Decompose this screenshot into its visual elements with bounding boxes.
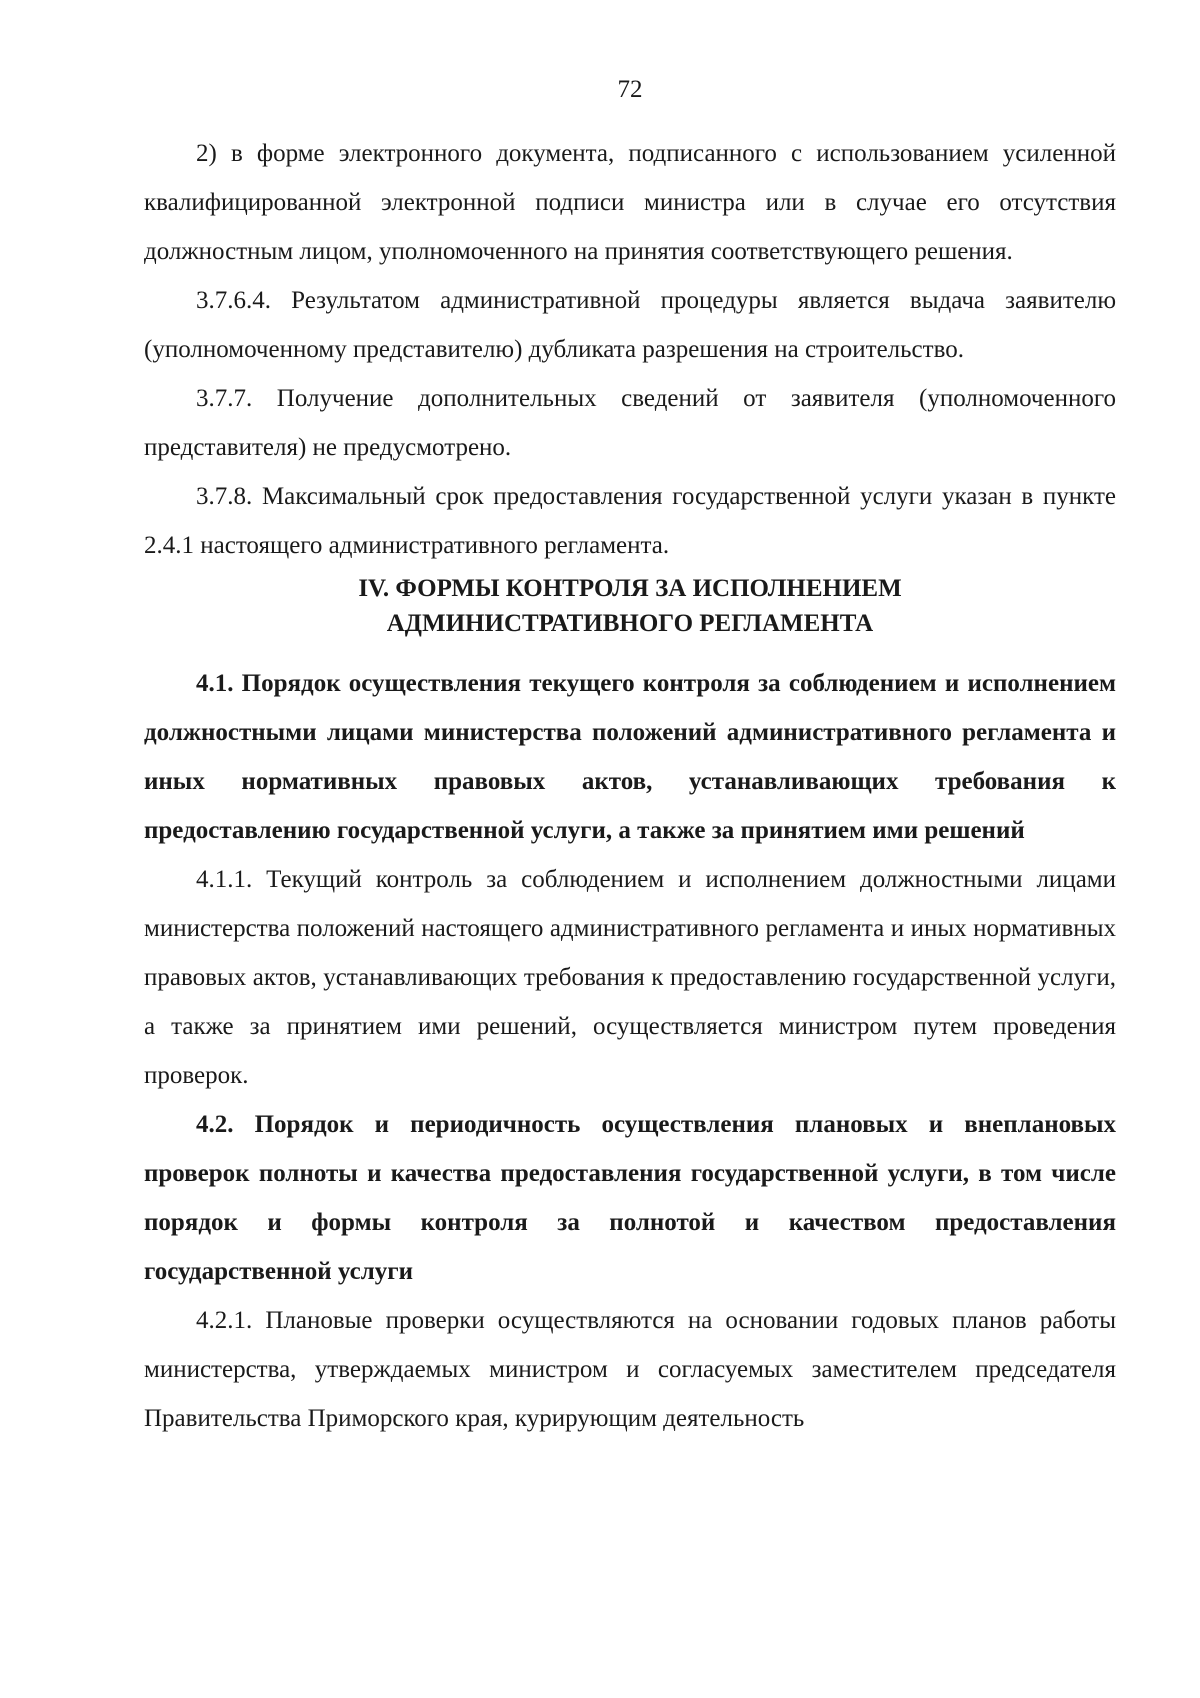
page-number: 72 [617,76,643,103]
section-heading-line-1: IV. ФОРМЫ КОНТРОЛЯ ЗА ИСПОЛНЕНИЕМ [358,575,902,602]
paragraph-4-2-1: 4.2.1. Плановые проверки осуществляются на основании годовых планов работы министерства, утверждаемых министром и согласуемых заместителем председателя Правительства Приморского края, курирующим деятельность [144,1307,1116,1432]
paragraph-3-7-7: 3.7.7. Получение дополнительных сведений от заявителя (уполномоченного представителя) не предусмотрено. [144,385,1116,461]
subsection-4-1-title: 4.1. Порядок осуществления текущего контроля за соблюдением и исполнением должностными лицами министерства положений административного регламента и иных нормативных правовых актов, устанавливающих требования к предоставлению государственной услуги, а также за принятием ими решений [144,670,1116,844]
section-heading-iv [144,571,1116,641]
paragraph-3-7-6-4: 3.7.6.4. Результатом административной процедуры является выдача заявителю (уполномоченному представителю) дубликата разрешения на строительство. [144,287,1116,363]
subsection-4-2-title: 4.2. Порядок и периодичность осуществления плановых и внеплановых проверок полноты и качества предоставления государственной услуги, в том числе порядок и формы контроля за полнотой и качеством предоставления государственной услуги [144,1111,1116,1285]
paragraph-electronic-document: 2) в форме электронного документа, подписанного с использованием усиленной квалифицированной электронной подписи министра или в случае его отсутствия должностным лицом, уполномоченного на принятия соответствующего решения. [144,140,1116,265]
document-body [144,129,1116,1443]
paragraph-3-7-8: 3.7.8. Максимальный срок предоставления государственной услуги указан в пункте 2.4.1 настоящего административного регламента. [144,483,1116,559]
paragraph-4-1-1: 4.1.1. Текущий контроль за соблюдением и исполнением должностными лицами министерства положений настоящего административного регламента и иных нормативных правовых актов, устанавливающих требования к предоставлению государственной услуги, а также за принятием ими решений, осуществляется министром путем проведения проверок. [144,866,1116,1089]
section-heading-line-2: АДМИНИСТРАТИВНОГО РЕГЛАМЕНТА [386,610,874,637]
